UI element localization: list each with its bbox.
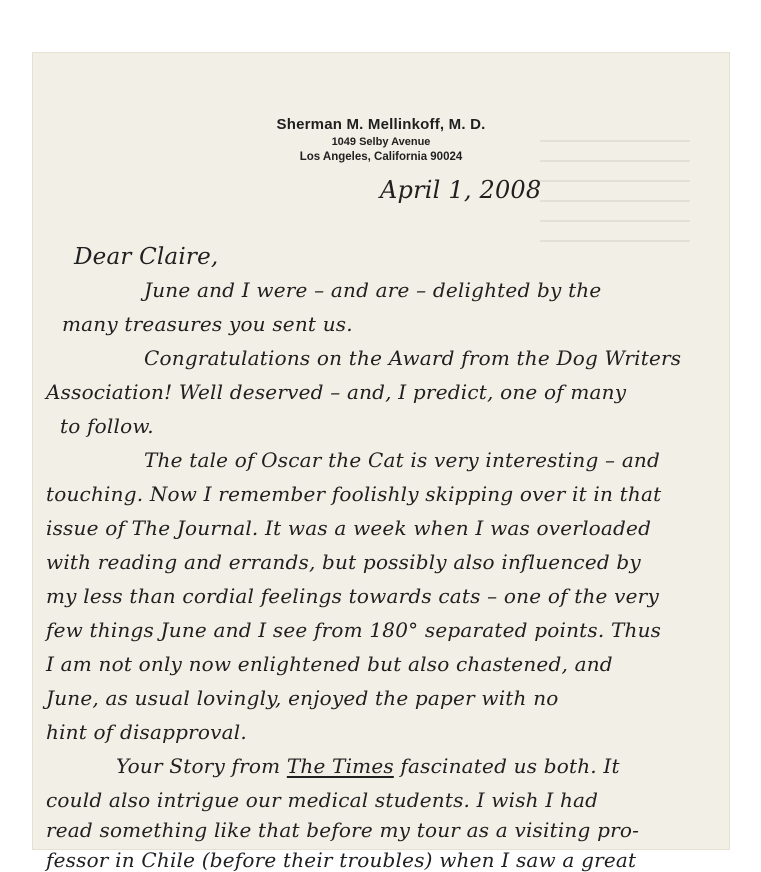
- letter-line: touching. Now I remember foolishly skipping over it in that: [46, 482, 662, 506]
- letter-line-story: [116, 754, 620, 778]
- letter-line: with reading and errands, but possibly also influenced by: [46, 550, 641, 574]
- letter-line: I am not only now enlightened but also chastened, and: [46, 652, 613, 676]
- letter-line: The tale of Oscar the Cat is very interesting – and: [144, 448, 661, 472]
- letter-line: hint of disapproval.: [46, 720, 247, 744]
- salutation: Dear Claire,: [74, 244, 219, 270]
- story-remark: fascinated us both. It: [393, 754, 620, 778]
- letter-line: issue of The Journal. It was a week when I was overloaded: [46, 516, 652, 540]
- letter-line: could also intrigue our medical students. I wish I had: [46, 788, 599, 812]
- letter-line: my less than cordial feelings towards cats – one of the very: [46, 584, 659, 608]
- story-intro: Your Story from: [116, 754, 287, 778]
- letterhead: [32, 116, 730, 163]
- letterhead-city: Los Angeles, California 90024: [299, 151, 463, 163]
- letter-line: read something like that before my tour as a visiting pro-: [46, 818, 640, 842]
- letter-line: June and I were – and are – delighted by the: [144, 278, 602, 302]
- letter-date: April 1, 2008: [380, 176, 542, 204]
- letter-page: [32, 52, 730, 872]
- letter-line: June, as usual lovingly, enjoyed the paper with no: [46, 686, 559, 710]
- letterhead-address: 1049 Selby Avenue: [331, 136, 431, 148]
- letter-line: many treasures you sent us.: [62, 312, 353, 336]
- letter-line: to follow.: [60, 414, 154, 438]
- letter-line: fessor in Chile (before their troubles) when I saw a great: [46, 848, 637, 872]
- letter-line: few things June and I see from 180° separated points. Thus: [46, 618, 662, 642]
- newspaper-title: The Times: [286, 754, 394, 778]
- letter-line: Association! Well deserved – and, I predict, one of many: [46, 380, 627, 404]
- letterhead-name: Sherman M. Mellinkoff, M. D.: [276, 116, 486, 133]
- letter-line: Congratulations on the Award from the Dog Writers: [144, 346, 682, 370]
